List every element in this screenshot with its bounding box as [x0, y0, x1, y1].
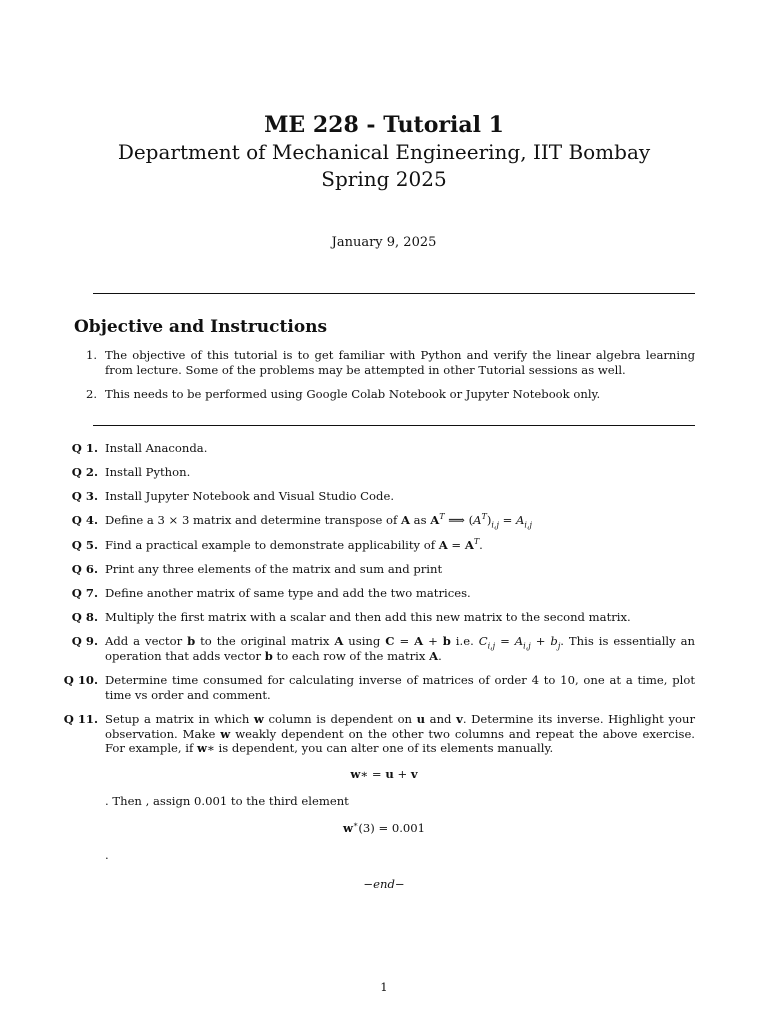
- superscript: T: [481, 512, 487, 522]
- vector-symbol: w: [342, 821, 353, 835]
- math-symbol: A: [516, 513, 525, 527]
- question-label: Q 4.: [71, 513, 98, 527]
- equation-part: +: [393, 767, 411, 781]
- matrix-symbol: A: [430, 513, 440, 527]
- question-text-part: . Determine its inverse. Highlight your observation. Make: [105, 712, 695, 741]
- question-text-part: =: [498, 513, 517, 527]
- subscript: i,j: [491, 520, 499, 530]
- question-label: Q 5.: [71, 538, 98, 552]
- question-text: Install Anaconda.: [105, 441, 208, 455]
- question-text: [105, 634, 695, 663]
- question-text-part: Setup a matrix in which: [105, 712, 254, 726]
- question-label: Q 8.: [71, 610, 98, 624]
- question-text-part: ∗ is dependent, you can alter one of its elements manually.: [206, 741, 554, 755]
- question-text-part: as: [410, 513, 431, 527]
- vector-symbol: u: [416, 712, 426, 726]
- trailing-period: .: [105, 848, 109, 862]
- section-heading: Objective and Instructions: [74, 317, 328, 337]
- document-date: January 9, 2025: [331, 235, 437, 250]
- math-symbol: A: [514, 634, 524, 648]
- question-text-part: ): [486, 513, 492, 527]
- question-text: Define another matrix of same type and add the two matrices.: [105, 586, 471, 600]
- matrix-symbol: A: [414, 634, 424, 648]
- superscript: T: [439, 512, 445, 522]
- question-text-part: Find a practical example to demonstrate applicability of: [105, 538, 439, 552]
- top-rule: [93, 293, 695, 294]
- matrix-symbol: A: [334, 634, 344, 648]
- matrix-symbol: A: [438, 538, 448, 552]
- vector-symbol: v: [410, 767, 418, 781]
- question-text-part: Define a 3 × 3 matrix and determine transpose of: [105, 513, 401, 527]
- question-label: Q 7.: [71, 586, 98, 600]
- question-text-part: and: [425, 712, 457, 726]
- question-text-part: +: [423, 634, 443, 648]
- question-text: Determine time consumed for calculating inverse of matrices of order 4 to 10, one at a time, plot time vs order and comment.: [105, 673, 695, 702]
- question-text: [105, 513, 695, 528]
- question-text-part: =: [394, 634, 415, 648]
- question-text-part: . This is essentially an operation that adds vector: [105, 634, 696, 663]
- math-symbol: b: [550, 634, 558, 648]
- question-text-part: i.e.: [450, 634, 479, 648]
- question-text-part: using: [343, 634, 386, 648]
- question-text: Print any three elements of the matrix and sum and print: [105, 562, 443, 576]
- matrix-symbol: A: [464, 538, 474, 552]
- subscript: j: [557, 641, 561, 651]
- question-text-part: .: [438, 648, 442, 663]
- document-title: ME 228 - Tutorial 1: [264, 112, 504, 138]
- matrix-symbol: A: [401, 513, 410, 527]
- question-text: Install Jupyter Notebook and Visual Studio Code.: [105, 489, 395, 503]
- equation-part: ∗ =: [360, 767, 386, 781]
- question-label: Q 6.: [71, 562, 98, 576]
- question-text-part: +: [530, 634, 551, 648]
- question-text-part: .: [479, 538, 483, 552]
- question-text: Multiply the first matrix with a scalar and then add this new matrix to the second matrix.: [105, 610, 631, 624]
- vector-symbol: w: [350, 767, 361, 781]
- objective-item-text: The objective of this tutorial is to get familiar with Python and verify the linear algebra learning from lecture. Some of the problems may be attempted in other Tutorial sessions as well.: [105, 348, 695, 377]
- question-text-part: Add a vector: [105, 634, 188, 648]
- objective-item-number: 1.: [86, 348, 98, 362]
- vector-symbol: v: [456, 712, 463, 726]
- question-text-part: ⟹ (: [444, 513, 474, 527]
- subscript: i,j: [524, 520, 532, 530]
- subscript: i,j: [523, 641, 531, 651]
- question-label: Q 2.: [71, 465, 98, 479]
- vector-symbol: w: [253, 712, 264, 726]
- matrix-symbol: A: [429, 648, 439, 663]
- question-label: Q 11.: [63, 712, 98, 726]
- question-label: Q 10.: [63, 673, 98, 687]
- question-text-part: =: [447, 538, 465, 552]
- objective-item-number: 2.: [86, 387, 98, 401]
- question-text: Install Python.: [105, 465, 191, 479]
- vector-symbol: w: [196, 741, 207, 755]
- vector-symbol: u: [385, 767, 394, 781]
- vector-symbol: b: [264, 648, 273, 663]
- matrix-symbol: C: [385, 634, 395, 648]
- math-symbol: C: [478, 634, 488, 648]
- question-text-part: =: [495, 634, 515, 648]
- vector-symbol: b: [442, 634, 451, 648]
- vector-symbol: b: [187, 634, 196, 648]
- question-text-part: to the original matrix: [195, 634, 335, 648]
- equation-part: (3) = 0.001: [358, 821, 426, 835]
- question-text: [105, 712, 695, 756]
- question-label: Q 3.: [71, 489, 98, 503]
- term-line: Spring 2025: [321, 167, 447, 191]
- equation-w-star: [0, 767, 768, 782]
- vector-symbol: w: [220, 726, 231, 741]
- question-text-part: to each row of the matrix: [272, 648, 430, 663]
- then-text: . Then , assign 0.001 to the third element: [105, 794, 349, 808]
- subscript: i,j: [487, 641, 496, 651]
- end-marker: −end−: [363, 877, 405, 891]
- question-text-part: weakly dependent on the other two columns and repeat the above exercise. For example, if: [105, 726, 695, 755]
- question-label: Q 9.: [71, 634, 98, 648]
- objective-item-text: This needs to be performed using Google Colab Notebook or Jupyter Notebook only.: [105, 387, 601, 401]
- question-text-part: column is dependent on: [263, 712, 417, 726]
- superscript: T: [473, 537, 480, 547]
- department-line: Department of Mechanical Engineering, IIT Bombay: [117, 140, 651, 164]
- bottom-rule: [93, 425, 695, 426]
- page-number: 1: [380, 980, 388, 994]
- superscript: ∗: [352, 820, 359, 830]
- equation-w-third: [0, 821, 768, 836]
- question-text: [105, 538, 695, 553]
- math-symbol: A: [473, 513, 482, 527]
- question-label: Q 1.: [71, 441, 98, 455]
